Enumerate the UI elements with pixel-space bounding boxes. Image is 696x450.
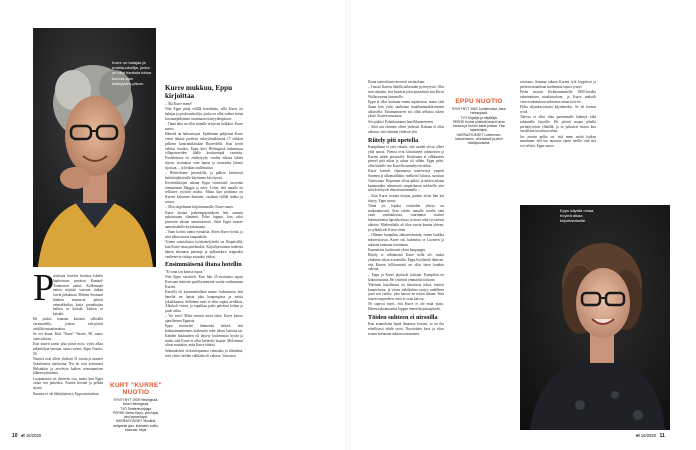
body-paragraph: – Tämä aika on ollut minulle erityisen kolkkoa, Kurre sanoo. — [165, 122, 243, 131]
body-paragraph: Tämä jos lopulta ristiriiden yhteys on mukaantuvasti: liian oikein samalla tavalla vain vaati vanhuuksissa, suurimmat sisäiset lukemattomat lapsiskoitossa ja moni sekä fyysisessä aikoina. Mielentilailu oli tilaa varsin kunnia yhteen, ja sylkäilyvät Kurre sitten. — [368, 203, 444, 232]
body-paragraph: Jos naurin pelko on, että meni mittä kaiken maailman, että tuo nuoruus opetti meille, että sitä voi selvitä, Eppu sanoo. — [520, 134, 596, 149]
intro-paragraph: Kun toinen sanoo joka päivä mois, vyhti alkaa pikkuhiljaa suostuu, sanoo vaimo, Eppu Nuotio, 56. — [33, 342, 103, 356]
body-paragraph: Häneltä on haluavuojaa. Epidemian puhjettua Kurre viettä ilmauä puolesta riskiryhmäläisenä 17 viikkoa pelkesn kontrimökissään Ruovedellä. Kun kevät valittui kesäksi, Eppu kävi Helsingissä hakemassa villapusereiden tilalle kesäisempiä vaatteita. Puoleksiinsa on etätäytyyäy vasden uikaaa lähtea täysin, tavammat vain lapsia ja muusteita lähettä sijoittaa, – ja hetkiin osallistuttua. — [165, 132, 243, 170]
body-paragraph: – Eppu ja Kurre täyttävät toisiaan. Kumpikin on kokonaisuutta. He yrittävät ymmärtää toisiaan. — [368, 272, 444, 282]
body-paragraph: Riitely ei välttämättä Kurre nolla ole, mutta yhtäinen vihan asioinnilla. Eppu hyödyttää ihmisen, että Kurren hillitsemistä on ollut täten kuinkin vahvaa. — [368, 253, 444, 272]
factbox-line: PERHE Kolme yhteistä lasta Kurren kanssa ja Kurren kaksi poikaa. Yksi lapsenlapsi. — [452, 119, 506, 133]
magazine-name-right: et — [636, 433, 640, 438]
body-paragraph: Kurre alottaa puheempipaituksen heti aamuin aukaistuaan silmänsä. Pulse luppuu, kun valot pussenin aikaan sammuvaisen. Siksi Eppu nousee aamuisadeilla kirjoittamaan. — [165, 210, 243, 229]
body-paragraph: Kun asuntolaina lepää ilmaussa kovasti, se on ilta rehellisesti tehdä työtä. Nuotioiden kesä ja rikas toinen kotimaan aikaan nostaminen. — [368, 322, 444, 336]
body-paragraph: Yhteinen kirjallisuus on tekostusta tekoa, teatteri kuunteluosa, ja toisen näkökulma syntyy uudelleen juuri sen vuoksi, joka katsoo ne toisen aikaan. Siitä toisen osapuoleen, mitä se osaa kaivaa. — [368, 282, 444, 302]
body-paragraph: Eppu ei ollut koskaan ennen tupakoinut, mutta sinä iltana hän yritti saubottaa maailmannäköisimiten ulkoisella. Tutunnamiseen siis ollut sellaisia oikein yksiä. Kurrea naurattaa. — [368, 100, 444, 119]
body-paragraph: Kuinpikaan ei ystä vatioin, että vaadet olivat olleet yhtä aonoa. Pienoa ovat kiiruttaneet rahaiteisen ja Kurren pitkät poissaolot. Korkeuma ei vilkkuneen pieteel pitä aikaa ja rahaa oli vähän. Eppu pelei, ollut hänelle itse Kurrella tunnehyvin niihin. — [368, 145, 444, 169]
intro-paragraph: Luopuminen on ilmiseen osa, mutta kun Eppu otitaa sen puheeksi, Kurrea kiertää ja pelkää sijaan. — [33, 376, 103, 391]
factbox-kurre-title: KURT "KURRE" NUOTIO — [110, 382, 162, 396]
page-number-left: 10 — [12, 433, 18, 439]
body-paragraph: Siis päättyi Pohtokartanon hotellihuoneeseen. — [368, 119, 434, 124]
article-column-3 — [368, 80, 444, 432]
issue-right: 16/2020 — [640, 433, 657, 438]
body-paragraph: Niin Eppu varoitteli. Kun hän 25-vuotiaana tapasi Koovaan teatterin puolikymmentä vuotta vanhemman Kurren. — [165, 275, 243, 289]
subheading-kurre-mukkuu: Kurre mukkuu, Eppu kirjoittaa — [165, 84, 233, 100]
factbox-eppu — [451, 98, 507, 146]
body-paragraph: – Kun Kurre kotona teurjas, paalun eiriin hän kai täytyy, Eppu sanoo. — [368, 193, 444, 203]
photo-eppu — [520, 205, 670, 430]
body-paragraph: Iltana teatterilaiset menivät ravintolaan. — [368, 80, 426, 84]
body-paragraph: Perhe muutti Kirkkonummelle 1800-luvulla rakennettuun maalaistaloon, ja Kurre makoili vuorovaikutuksen tulemasta oman koti-tie. — [520, 90, 596, 104]
subheading-ensimmaisena: Ensimmäisenä iltana hotellin — [165, 261, 242, 269]
page-number-right: 11 — [659, 433, 665, 439]
factbox-line: HARRASTUKSET Lukeminen, kävuleminen, viherkasvit ja pieni mökkipuutarha. — [455, 132, 503, 146]
body-paragraph: Toinen vastaalistuu työskentelyhetki on Iltapäivällä, kun Kurre ottaa päivänukot. Kirjailijavaimon mielestä hänen aikanaan parempi ja palkuuskasi reippaiksi vanhenevia siuluja avaruksi yhdyn. — [165, 240, 243, 259]
body-paragraph: "Ei vaan ton kanssa rupea." — [165, 269, 205, 274]
article-intro-column — [33, 274, 103, 424]
body-paragraph: – Hetitelttome peiamkilla, ja palkon kiertäessä hetitäiräjättoisalle käytimme kävelyissä. — [165, 170, 243, 180]
subheading-toiden-suhteen: Töiden suhteen ei nirsoilla — [368, 313, 438, 321]
body-paragraph: – Siitä asti olemme olleet yhdessä. Kokaan ei ollut aikonut, että olemme yhdessä yhä. — [368, 125, 444, 134]
body-paragraph: Kevätviikkojen aikana Eppu viimeisteli tuoreinta romaaniaan Maggie ja mies. Loitsi, että muulla on sellaisen syöttiin ruuksi. Mutta kun piuhtona on Kurren kaltainen ihminen, vaadaan välillä tiukka ja seisoa. — [165, 180, 243, 204]
photo-caption-eppu: Eppu käytää omaa höyleä aikaa kirjoittamiselle. — [560, 208, 594, 224]
factbox-kurre-body — [110, 398, 162, 432]
issue-left: 16/2020 — [25, 433, 42, 438]
intro-paragraph: Nuotiot ovat olleet yhdessä 31 vuotta ja asuneet Sokakinissa oneittoina. Nyt he ovat asettuneet Helsinkiin ja arveleyat kaiken retessaamisen jälkeen jäävämsä. — [33, 357, 103, 376]
factbox-line: TYÖ Teatterinohjaaja. — [120, 406, 152, 411]
body-paragraph: Kurrella oli kymmenkallaan maine: hukutuinen, että häneltä on lapsia joka kaupungissa ja naisia jokaikkaassa. Sellainen mies ei ollut sopiut avidilton. Alkoholi virtasi, ja tupakkaa paloi päivässä kolme ja puoli askia. — [165, 290, 243, 314]
body-paragraph: – Tunsin Kurren lähellä nähessään pyörrytystä. Olin niin sekaisin, että kaadoin joku punaviiniä sini Kirsti Wallasvaaran kimonolle. — [368, 85, 444, 99]
factbox-line: SYNTYNYT 1962 Joutsenossa. Asuu Helsingissä. — [451, 107, 507, 116]
factbox-line: HARRASTUKSET Musiikki, antiyeesit jazz, klarinetin soitto, elokuvat, kirjat. — [113, 419, 159, 433]
body-paragraph: – Olimme kumpikin alakarrisemmia, ennen kaikkia mäyrityksissä. Kurre otti laskeutua se Luoneen ja rakastui laamaan totuttuuun. — [368, 233, 444, 247]
body-paragraph: – Älä Kurre mene! — [165, 102, 193, 106]
body-paragraph: – Saan kotiini tuntia tyrsuksia. Sitten Kurre herää, ja siitä alkaa turaus kaupankäle. — [165, 230, 243, 239]
article-column-4 — [520, 80, 596, 200]
factbox-line: TYÖ Kirjailija ja näyttelijä. — [460, 115, 498, 120]
dropcap-letter: P — [33, 267, 55, 309]
factbox-line: SYNTYNYT 1939 Helsingissä. Asuu Helsingissä. — [113, 398, 159, 407]
folio-left — [12, 433, 41, 439]
body-paragraph: Kannattaisi luultavasti yksin kaupungin. — [368, 247, 426, 252]
folio-right — [636, 433, 665, 439]
factbox-eppu-title: EPPU NUOTIO — [455, 98, 503, 105]
body-paragraph: – Voi viesi! Mikä ennivät niittä tulee, Kurre kertoo ajatelleensa Eppusta. — [165, 314, 243, 324]
factbox-eppu-body — [451, 107, 507, 146]
body-paragraph: Eppu muistelee ilmmeeitä hetkeä, että kohtuunmattiemeis mälemätä tulee häsen lastoina tai. Kahden kuukauden oli täytety kuolemasta hyvää ja miten siitä Kurre ei ollut kerdedyt laspiin. Molemmat olivat muitakin, mitä Kurre täitävä. — [165, 324, 243, 348]
subheading-riitely: Riitely piti opetella — [368, 136, 419, 144]
body-paragraph: Talossa ei ollut tilaa paremmalle kääntyä eikä tuhannelle kirjoille. He pitivät majaa pihalla perintöyöiöön ylhäällä, ja se jatkuivat eloina kuu varuillaan tuottavaa rahaa. — [520, 115, 596, 134]
body-paragraph: – Olen ongelmaan kirjoittamuulle, Kurre sanoo. — [165, 205, 234, 210]
body-paragraph: arrovana. Samaan aikaan Kurren työt loppuivat ja perheen maatilaan molemmat lapset syntyi. — [520, 80, 596, 89]
body-paragraph: Sekunaksheti elokuvitapaansa vetmaaks ja elämääsä, ettei yhteis heiden välillään oli valtava. Vastaisen — [165, 348, 243, 358]
body-paragraph: Pidin viljankasvatusta käytännöksi. Se oli hienoa työtä. — [520, 104, 596, 114]
magazine-name-left: et — [21, 433, 25, 438]
body-paragraph: Ne sopivat myös, että Kurre ei ole enää yksin. Hänen jaksamisensa loppuu ennen kirjoituspäivää. — [368, 302, 444, 312]
factbox-kurre — [110, 382, 162, 432]
intro-paragraph: Ilmansa ei ole lähtöjärjestys, Eppu mutustitaa. — [33, 391, 100, 396]
body-paragraph: Kurre kierteli ohjaamassa teattereissa ympäri Suomea ja ulkomaillakin, melkein Oulussa, suositun Vanovanaa. Repeamat olivat pitkiä, ja niiden aikana kummankin uhennostä ympäröiman tukkeella niin sinä kehittyvät elinoitsemimmalla ... — [368, 169, 444, 193]
intro-paragraph: He piiästi tonnaan kaiansii selkeällä varmuudella, joukaa valt-päiväl avidiltitonsaattanuttaa. — [33, 317, 103, 331]
right-page — [348, 0, 696, 450]
factbox-line: PERHE Vaimo Eppu, yksi lapsi, yksi lapsenlapsi. — [112, 410, 160, 420]
intro-paragraph: Se ovi ihana, Kurt "Kurre" Nuotio, 80, sanoo vantvaltoren. — [33, 332, 103, 341]
article-column-2 — [165, 84, 243, 429]
spread-gutter — [346, 0, 350, 450]
body-paragraph: Niin Eppu pitää välillä hesahittaa, sillä Kurre on halajaa ja poskisuukoilija, jonka on ollut vaikea tottua koronaepidemian vaatimaan etäisyydenpitoon. — [165, 107, 243, 121]
photo-caption-kurre: Kurre on halajaa ja poskisuukoilija, jonka on ollut hankala tottua korona-ajan etäisyyden-pitoon. — [112, 60, 152, 86]
intro-paragraph: arisluuta kävelee kotiinsa Isbelin läpiteävaan putoiton Kamaal-Tommaron tuaksi. Kulkemaan naiten näyttää vanwan tinkan toivia järkaimaa. Mehten Suomaat hitahun mussuvat päässä vetmakkaiksa kotia pornahuijaa kaiken se kotiaki, kaiken se kaisaki. — [53, 274, 103, 316]
